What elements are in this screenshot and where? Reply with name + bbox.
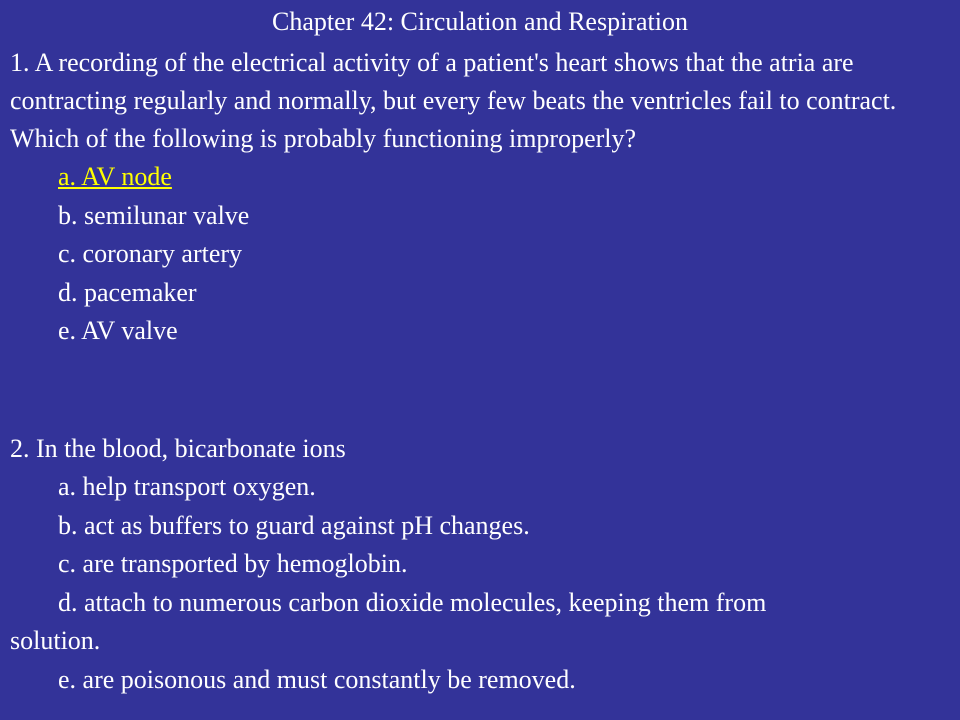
question-1 (10, 44, 950, 351)
q2-choice-a: a. help transport oxygen. (58, 472, 316, 501)
q2-choice-d: d. attach to numerous carbon dioxide molecules, keeping them from (58, 587, 767, 617)
q1-choice-a[interactable]: a. AV node (58, 162, 172, 191)
q1-choice-e: e. AV valve (58, 316, 178, 345)
q2-choice-e: e. are poisonous and must constantly be removed. (58, 664, 576, 694)
q2-choice-c: c. are transported by hemoglobin. (58, 549, 408, 578)
question-2-choices (10, 468, 950, 699)
slide-title: Chapter 42: Circulation and Respiration (272, 7, 688, 36)
q1-choice-d: d. pacemaker (58, 277, 197, 307)
question-2-stem: 2. In the blood, bicarbonate ions (10, 434, 346, 463)
q2-choice-d-continued: solution. (10, 626, 101, 655)
q1-choice-c: c. coronary artery (58, 239, 243, 268)
question-1-choices (10, 158, 950, 351)
q2-choice-b: b. act as buffers to guard against pH changes. (58, 510, 530, 540)
question-1-stem: 1. A recording of the electrical activity of a patient's heart shows that the atria are contracting regularly and normally, but every few beats the ventricles fail to contract. Which of the following is probably functioning improperly? (10, 48, 897, 153)
q1-choice-b: b. semilunar valve (58, 200, 250, 230)
question-2 (10, 430, 950, 699)
